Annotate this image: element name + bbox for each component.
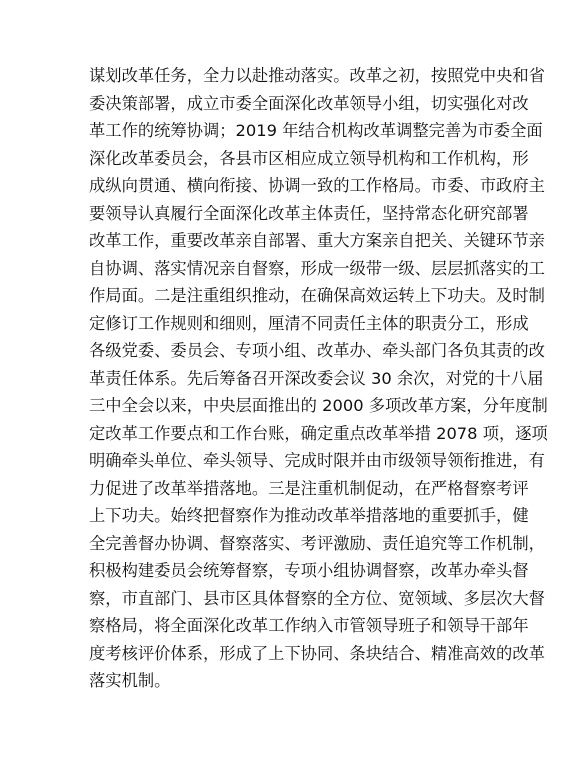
text-line: 度考核评价体系，形成了上下协同、条块结合、精准高效的改革 bbox=[89, 643, 545, 663]
text-line: 革工作的统筹协调；2019 年结合机构改革调整完善为市委全面 bbox=[89, 121, 543, 140]
text-line: 作局面。二是注重组织推动，在确保高效运转上下功夫。及时制 bbox=[89, 286, 545, 305]
text-line: 明确牵头单位、牵头领导、完成时限并由市级领导领衔推进，有 bbox=[89, 451, 545, 470]
text-line: 上下功夫。始终把督察作为推动改革举措落地的重要抓手，健 bbox=[89, 506, 529, 525]
body-paragraph bbox=[89, 62, 548, 695]
text-line: 各级党委、委员会、专项小组、改革办、牵头部门各负其责的改 bbox=[89, 341, 545, 360]
text-line: 三中全会以来，中央层面推出的 2000 多项改革方案，分年度制 bbox=[89, 396, 548, 415]
text-line: 察，市直部门、县市区具体督察的全方位、宽领域、多层次大督 bbox=[89, 588, 545, 608]
text-line: 察格局，将全面深化改革工作纳入市管领导班子和领导干部年 bbox=[89, 616, 529, 635]
text-line: 委决策部署，成立市委全面深化改革领导小组，切实强化对改 bbox=[89, 93, 529, 113]
text-line: 定修订工作规则和细则，厘清不同责任主体的职责分工，形成 bbox=[89, 313, 529, 333]
text-line: 革责任体系。先后筹备召开深改委会议 30 余次，对党的十八届 bbox=[89, 368, 544, 388]
text-line: 谋划改革任务，全力以赴推动落实。改革之初，按照党中央和省 bbox=[89, 66, 545, 85]
text-line: 改革工作，重要改革亲自部署、重大方案亲自把关、关键环节亲 bbox=[89, 231, 545, 250]
text-line: 落实机制。 bbox=[89, 671, 171, 690]
text-line: 全完善督办协调、督察落实、考评激励、责任追究等工作机制， bbox=[89, 533, 545, 553]
text-line: 要领导认真履行全面深化改革主体责任，坚持常态化研究部署 bbox=[89, 203, 529, 223]
text-line: 自协调、落实情况亲自督察，形成一级带一级、层层抓落实的工 bbox=[89, 258, 545, 278]
text-line: 定改革工作要点和工作台账，确定重点改革举措 2078 项，逐项 bbox=[89, 423, 548, 443]
text-line: 成纵向贯通、横向衔接、协调一致的工作格局。市委、市政府主 bbox=[89, 176, 545, 195]
text-line: 力促进了改革举措落地。三是注重机制促动，在严格督察考评 bbox=[89, 478, 529, 498]
text-line: 积极构建委员会统筹督察，专项小组协调督察，改革办牵头督 bbox=[89, 561, 529, 580]
text-line: 深化改革委员会，各县市区相应成立领导机构和工作机构，形 bbox=[89, 148, 529, 168]
